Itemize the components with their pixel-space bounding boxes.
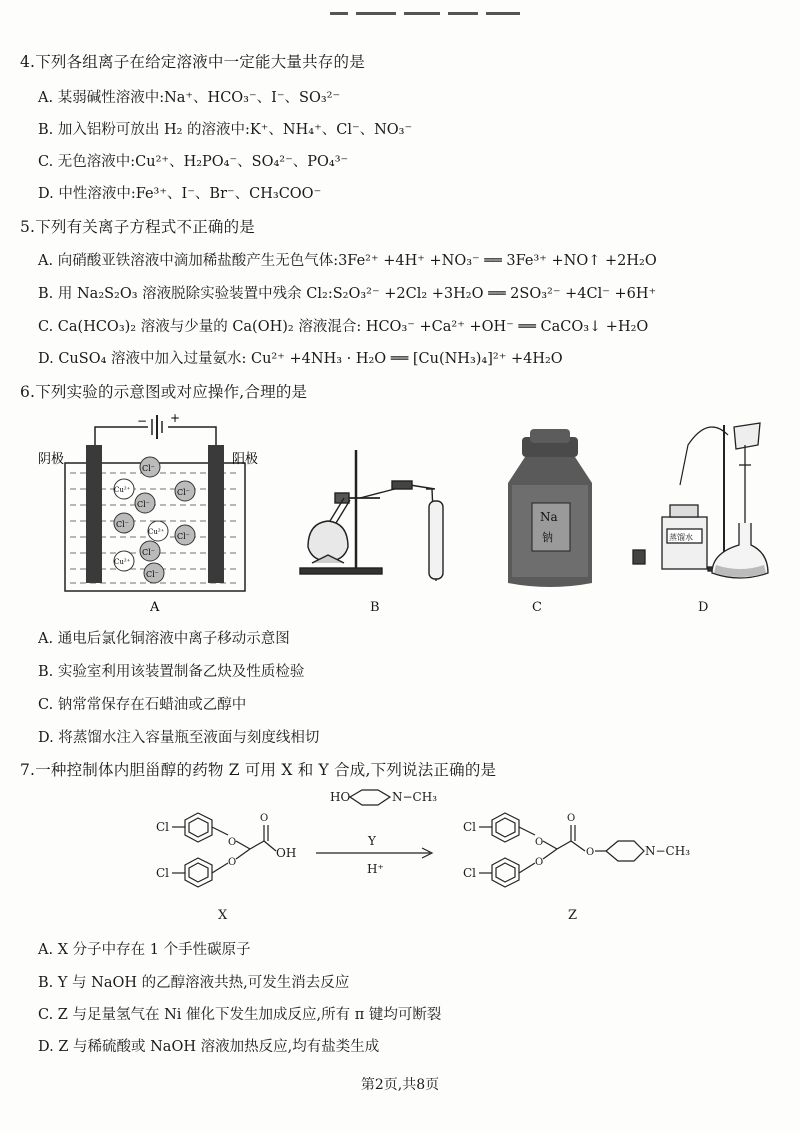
caption-a: A [150,600,160,615]
plus-sign: + [170,411,181,425]
cathode-label: 阴极 [38,452,65,467]
anode-electrode [208,445,224,583]
svg-text:Cu²⁺: Cu²⁺ [114,558,131,566]
q6-option-c: C. 钠常常保存在石蜡油或乙醇中 [38,697,247,713]
q6-figure [0,405,800,620]
ion-cu-1 [114,479,134,499]
q7-reaction-scheme [0,785,800,930]
z-o-bottom: O [535,857,544,868]
z-o-top: O [535,837,544,848]
bottle-label-na: Na [540,510,558,524]
q5-option-a: A. 向硝酸亚铁溶液中滴加稀盐酸产生无色气体:3Fe²⁺ +4H⁺ +NO₃⁻ ══ 3Fe³⁺ +NO↑ +2H₂O [38,253,657,269]
caption-c: C [532,600,542,615]
cathode-electrode [86,445,102,583]
x-o-bottom: O [228,857,237,868]
molecule-x [172,813,276,887]
q6-option-a: A. 通电后氯化铜溶液中离子移动示意图 [38,631,290,647]
figure-a-electrolysis [38,411,258,615]
q5-option-d: D. CuSO₄ 溶液中加入过量氨水: Cu²⁺ +4NH₃ · H₂O ══ [Cu(NH₃)₄]²⁺ +4H₂O [38,351,563,367]
ion-cl-5 [175,525,195,545]
svg-text:Cl⁻: Cl⁻ [177,532,190,541]
y-ho-text: HO [330,790,351,804]
figure-c-reagent-bottle [508,429,592,615]
ion-cl-3 [135,493,155,513]
page-footer: 第2页,共8页 [360,1077,440,1093]
y-n-ch3-text: N−CH₃ [392,790,438,804]
z-cl-top: Cl [463,820,477,834]
z-n-ch3: N−CH₃ [645,844,691,858]
bottle-label-sodium: 钠 [542,531,553,544]
z-cl-bottom: Cl [463,866,477,880]
x-carbonyl-o: O [260,813,269,824]
q6-option-d: D. 将蒸馏水注入容量瓶至液面与刻度线相切 [38,730,320,746]
svg-text:Cu²⁺: Cu²⁺ [148,528,165,536]
q4-stem: 4.下列各组离子在给定溶液中一定能大量共存的是 [20,53,365,71]
label-z: Z [568,908,578,923]
figure-b-apparatus [300,450,443,615]
label-x: X [218,908,228,923]
caption-d: D [698,600,709,615]
ion-cl-6 [140,541,160,561]
ion-cl-7 [144,563,164,583]
minus-sign: − [137,414,148,428]
q7-stem: 7.一种控制体内胆甾醇的药物 Z 可用 X 和 Y 合成,下列说法正确的是 [20,761,497,779]
svg-text:Cl⁻: Cl⁻ [177,488,190,497]
reagent-y-label: Y [368,834,376,848]
q7-option-b: B. Y 与 NaOH 的乙醇溶液共热,可发生消去反应 [38,975,350,991]
figure-d-volumetric-flask [633,423,768,615]
ion-cl-2 [175,481,195,501]
q6-stem: 6.下列实验的示意图或对应操作,合理的是 [20,383,308,401]
molecule-z [479,813,644,887]
svg-text:Cl⁻: Cl⁻ [142,548,155,557]
x-oh: OH [276,846,297,860]
ion-cu-3 [114,551,134,571]
svg-text:Cl⁻: Cl⁻ [146,570,159,579]
q6-option-b: B. 实验室利用该装置制备乙炔及性质检验 [38,664,305,680]
top-scan-marks [330,0,560,6]
svg-text:Cl⁻: Cl⁻ [116,520,129,529]
caption-b: B [370,600,380,615]
q4-option-a: A. 某弱碱性溶液中:Na⁺、HCO₃⁻、I⁻、SO₃²⁻ [38,90,341,106]
water-label: 蒸馏水 [669,533,693,542]
x-o-top: O [228,837,237,848]
ion-cl-4 [114,513,134,533]
x-cl-top: Cl [156,820,170,834]
q5-option-c: C. Ca(HCO₃)₂ 溶液与少量的 Ca(OH)₂ 溶液混合: HCO₃⁻ +Ca²⁺ +OH⁻ ══ CaCO₃↓ +H₂O [38,319,649,335]
reagent-y-structure [350,790,390,805]
q7-option-a: A. X 分子中存在 1 个手性碳原子 [38,942,251,958]
q4-option-b: B. 加入铝粉可放出 H₂ 的溶液中:K⁺、NH₄⁺、Cl⁻、NO₃⁻ [38,122,413,138]
x-cl-bottom: Cl [156,866,170,880]
q7-option-c: C. Z 与足量氢气在 Ni 催化下发生加成反应,所有 π 键均可断裂 [38,1007,442,1023]
q5-stem: 5.下列有关离子方程式不正确的是 [20,218,255,236]
q4-option-c: C. 无色溶液中:Cu²⁺、H₂PO₄⁻、SO₄²⁻、PO₄³⁻ [38,154,349,170]
z-carbonyl-o: O [567,813,576,824]
ion-cu-2 [148,521,168,541]
svg-text:Cl⁻: Cl⁻ [137,500,150,509]
z-ester-o: O [586,847,595,858]
q5-option-b: B. 用 Na₂S₂O₃ 溶液脱除实验装置中残余 Cl₂:S₂O₃²⁻ +2Cl₂ +3H₂O ══ 2SO₃²⁻ +4Cl⁻ +6H⁺ [38,286,657,302]
q7-option-d: D. Z 与稀硫酸或 NaOH 溶液加热反应,均有盐类生成 [38,1039,380,1055]
q4-option-d: D. 中性溶液中:Fe³⁺、I⁻、Br⁻、CH₃COO⁻ [38,186,322,202]
anode-label: 阳极 [232,452,259,467]
svg-text:Cl⁻: Cl⁻ [142,464,155,473]
ion-cl-1 [140,457,160,477]
svg-text:Cu²⁺: Cu²⁺ [114,486,131,494]
catalyst-label: H⁺ [367,862,384,876]
